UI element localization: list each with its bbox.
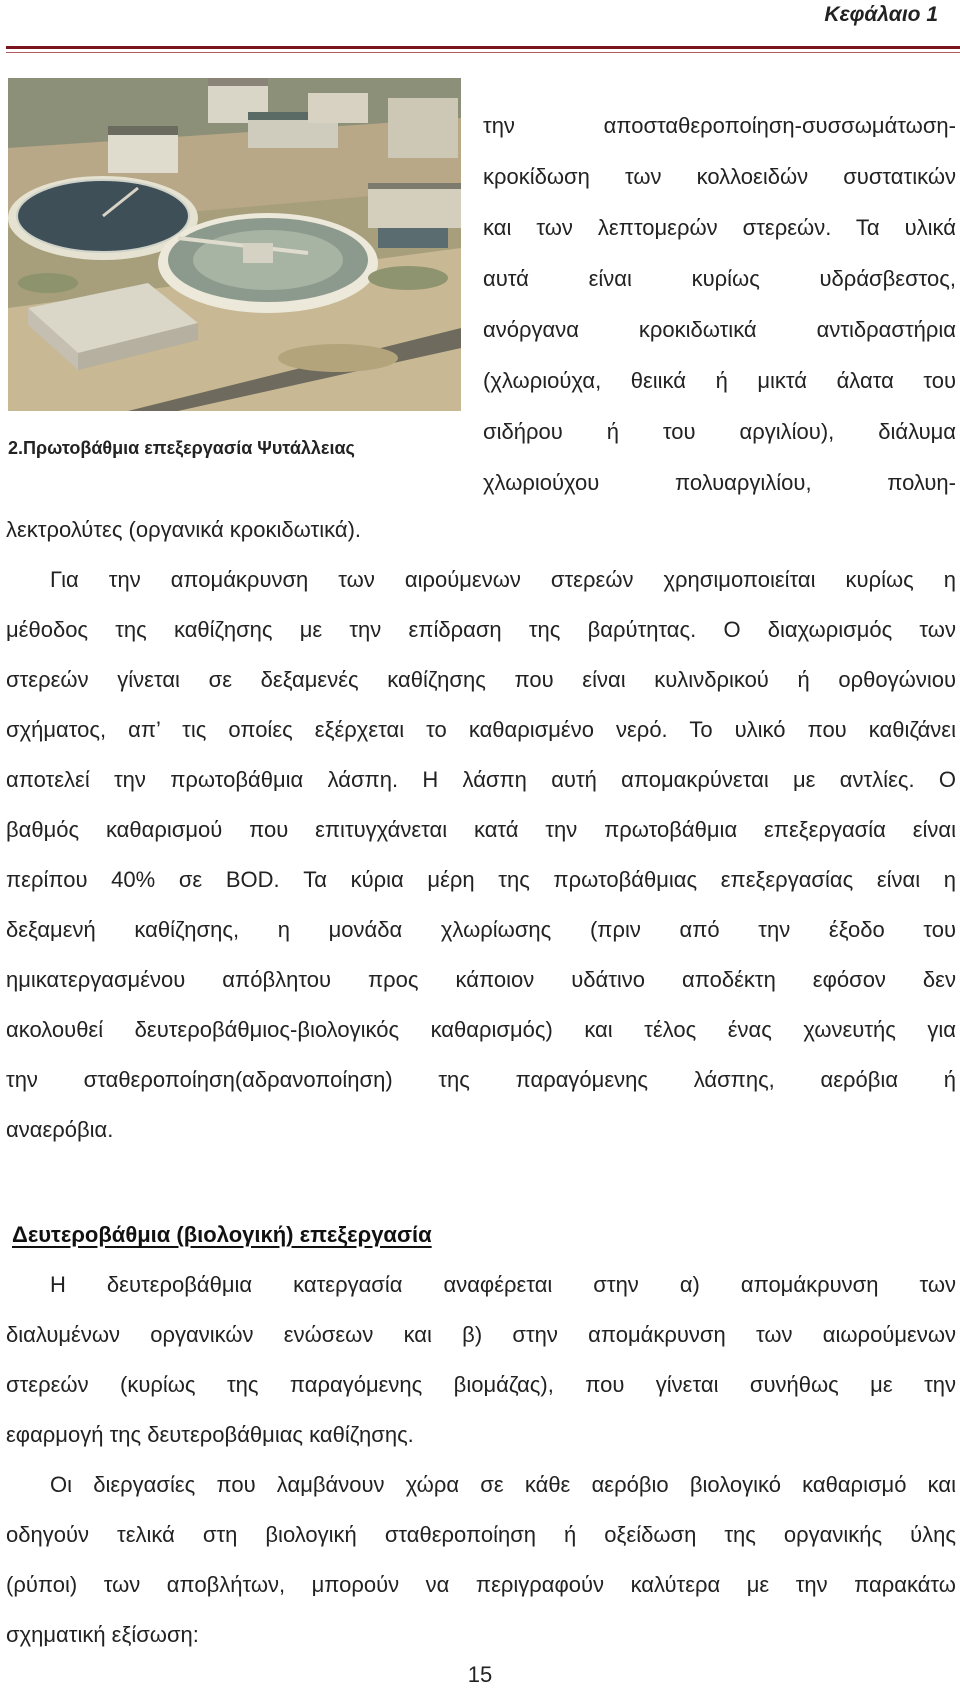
header-rule-thin (6, 52, 960, 53)
chapter-header: Κεφάλαιο 1 (824, 3, 938, 26)
paragraph-line: διαλυμένων οργανικών ενώσεων και β) στην απομάκρυνση των αιωρούμενων (6, 1322, 956, 1347)
treatment-plant-photo (8, 78, 461, 411)
treatment-plant-illustration (8, 78, 461, 411)
paragraph-line: δεξαμενή καθίζησης, η μονάδα χλωρίωσης (πριν από την έξοδο του (6, 917, 956, 942)
paragraph-line: εφαρμογή της δευτεροβάθμιας καθίζησης. (6, 1422, 414, 1447)
side-line: και των λεπτομερών στερεών. Τα υλικά (483, 215, 956, 240)
side-line: σιδήρου ή του αργιλίου), διάλυμα (483, 419, 956, 444)
side-line: την αποσταθεροποίηση-συσσωμάτωση- (483, 113, 956, 138)
page-number: 15 (467, 1662, 493, 1687)
paragraph-line: οδηγούν τελικά στη βιολογική σταθεροποίηση ή οξείδωση της οργανικής ύλης (6, 1522, 956, 1547)
paragraph-line: αποτελεί την πρωτοβάθμια λάσπη. Η λάσπη αυτή απομακρύνεται με αντλίες. Ο (6, 767, 956, 792)
paragraph-line: Οι διεργασίες που λαμβάνουν χώρα σε κάθε αερόβιο βιολογικό καθαρισμό και (50, 1472, 956, 1497)
paragraph-line: μέθοδος της καθίζησης με την επίδραση της βαρύτητας. Ο διαχωρισμός των (6, 617, 956, 642)
continuation-line: λεκτρολύτες (οργανικά κροκιδωτικά). (6, 517, 362, 542)
body-text-block-1 (6, 505, 956, 1155)
paragraph-line: σχήματος, απ’ τις οποίες εξέρχεται το καθαρισμένο νερό. Το υλικό που καθιζάνει (6, 717, 956, 742)
side-line: κροκίδωση των κολλοειδών συστατικών (483, 164, 956, 189)
paragraph-line: ακολουθεί δευτεροβάθμιος-βιολογικός καθαρισμός) και τέλος ένας χωνευτής για (6, 1017, 956, 1042)
side-line: χλωριούχου πολυαργιλίου, πολυη- (483, 470, 956, 495)
paragraph-line: στερεών γίνεται σε δεξαμενές καθίζησης που είναι κυλινδρικού ή ορθογώνιου (6, 667, 956, 692)
paragraph-line: σχηματική εξίσωση: (6, 1622, 199, 1647)
paragraph-line: (ρύποι) των αποβλήτων, μπορούν να περιγραφούν καλύτερα με την παρακάτω (6, 1572, 956, 1597)
paragraph-line: Η δευτεροβάθμια κατεργασία αναφέρεται στην α) απομάκρυνση των (50, 1272, 956, 1297)
side-line: αυτά είναι κυρίως υδράσβεστος, (483, 266, 956, 291)
header-rule (6, 46, 960, 49)
paragraph-line: αναερόβια. (6, 1117, 114, 1142)
paragraph-line: ημικατεργασμένου απόβλητου προς κάποιον υδάτινο αποδέκτη εφόσον δεν (6, 967, 956, 992)
paragraph-line: την σταθεροποίηση(αδρανοποίηση) της παραγόμενης λάσπης, αερόβια ή (6, 1067, 956, 1092)
side-paragraph (483, 100, 956, 508)
paragraph-line: βαθμός καθαρισμού που επιτυγχάνεται κατά την πρωτοβάθμια επεξεργασία είναι (6, 817, 956, 842)
body-text-block-2 (6, 1260, 956, 1660)
side-line: (χλωριούχα, θειικά ή μικτά άλατα του (483, 368, 956, 393)
paragraph-line: περίπου 40% σε BOD. Τα κύρια μέρη της πρωτοβάθμιας επεξεργασίας είναι η (6, 867, 956, 892)
section-heading: Δευτεροβάθμια (βιολογική) επεξεργασία (12, 1222, 432, 1247)
paragraph-line: στερεών (κυρίως της παραγόμενης βιομάζας), που γίνεται συνήθως με την (6, 1372, 956, 1397)
paragraph-line: Για την απομάκρυνση των αιρούμενων στερεών χρησιμοποιείται κυρίως η (50, 567, 956, 592)
side-line: ανόργανα κροκιδωτικά αντιδραστήρια (483, 317, 956, 342)
figure-caption: 2.Πρωτοβάθμια επεξεργασία Ψυτάλλειας (8, 438, 355, 458)
